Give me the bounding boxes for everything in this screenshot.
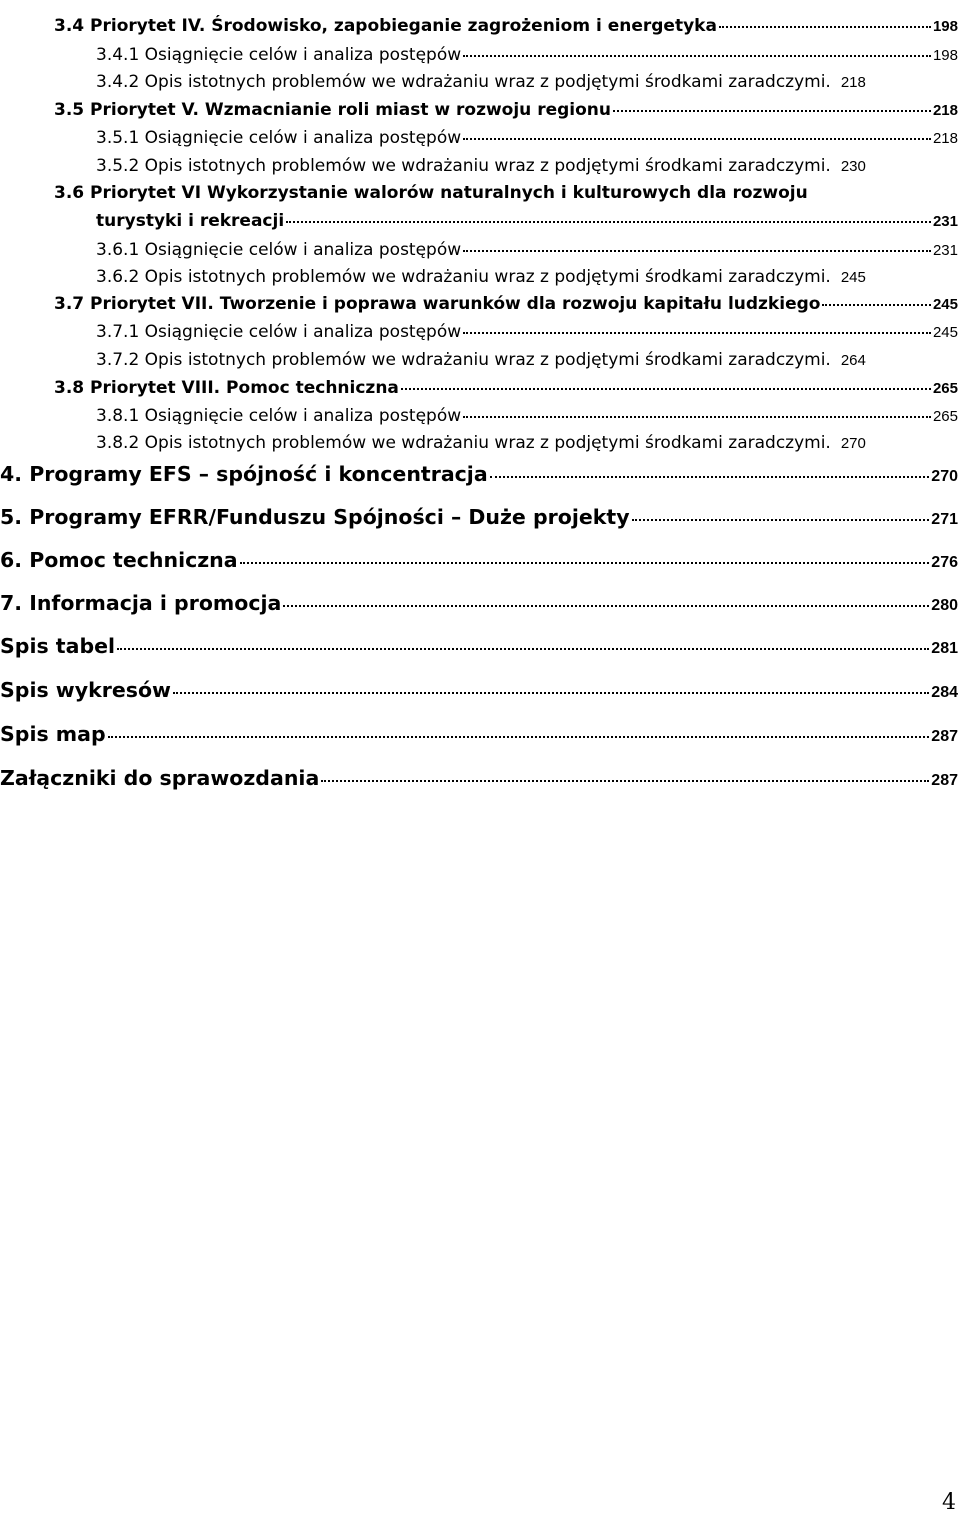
toc-entry-title: Spis tabel [0, 634, 116, 658]
toc-entry[interactable] [96, 156, 958, 176]
toc-entry[interactable] [0, 548, 958, 572]
toc-entry-title: Spis map [0, 722, 106, 746]
toc-entry-title[interactable]: 3.6 Priorytet VI Wykorzystanie walorów naturalnych i kulturowych dla rozwoju [54, 183, 808, 203]
toc-entry-title: 3.7.1 Osiągnięcie celów i analiza postępów [96, 322, 462, 342]
toc-leader-dots [719, 26, 931, 28]
page-number: 4 [942, 1490, 956, 1515]
toc-page-number: 276 [931, 554, 958, 571]
toc-entry[interactable] [54, 378, 958, 398]
toc-entry[interactable] [0, 591, 958, 615]
toc-entry[interactable] [54, 294, 958, 314]
toc-entry[interactable] [0, 722, 958, 746]
toc-entry-title: 3.4.1 Osiągnięcie celów i analiza postępów [96, 45, 462, 65]
toc-page-number: 231 [932, 213, 958, 230]
toc-entry-title: 3.4.2 Opis istotnych problemów we wdrażaniu wraz z podjętymi środkami zaradczymi. [96, 72, 831, 92]
toc-leader-dots [240, 562, 930, 564]
toc-entry-title: 3.6.2 Opis istotnych problemów we wdrażaniu wraz z podjętymi środkami zaradczymi. [96, 267, 831, 287]
toc-entry-title: 3.5.1 Osiągnięcie celów i analiza postępów [96, 128, 462, 148]
toc-entry[interactable] [96, 433, 958, 453]
toc-leader-dots [490, 476, 930, 478]
toc-entry[interactable] [96, 45, 958, 65]
toc-entry[interactable] [96, 267, 958, 287]
toc-leader-dots [463, 55, 931, 57]
toc-leader-dots [286, 221, 931, 223]
toc-entry-title: 3.6.1 Osiągnięcie celów i analiza postępów [96, 240, 462, 260]
toc-leader-dots [108, 736, 930, 738]
toc-entry-title: 3.8 Priorytet VIII. Pomoc techniczna [54, 378, 399, 398]
toc-leader-dots [173, 692, 929, 694]
toc-entry-title: 3.5 Priorytet V. Wzmacnianie roli miast w rozwoju regionu [54, 100, 611, 120]
toc-page-number: 287 [931, 772, 958, 789]
toc-page-number: 198 [932, 47, 958, 64]
toc-entry[interactable] [0, 462, 958, 486]
toc-entry[interactable] [96, 406, 958, 426]
toc-page-number: 281 [931, 640, 958, 657]
toc-page-number: 271 [931, 511, 958, 528]
toc-entry-title: 5. Programy EFRR/Funduszu Spójności – Duże projekty [0, 505, 630, 529]
toc-page-number: 264 [840, 352, 866, 369]
toc-page-number: 231 [932, 242, 958, 259]
toc-entry[interactable] [96, 128, 958, 148]
toc-page-number: 198 [932, 18, 958, 35]
toc-entry[interactable] [96, 350, 958, 370]
toc-entry-title: 3.7 Priorytet VII. Tworzenie i poprawa warunków dla rozwoju kapitału ludzkiego [54, 294, 821, 314]
toc-leader-dots [321, 780, 929, 782]
toc-entry-title: turystyki i rekreacji [96, 211, 285, 231]
toc-page-number: 245 [932, 324, 958, 341]
toc-leader-dots [283, 605, 929, 607]
toc-entry[interactable] [0, 678, 958, 702]
toc-entry[interactable] [96, 72, 958, 92]
toc-leader-dots [613, 110, 931, 112]
toc-page-number: 265 [932, 380, 958, 397]
toc-entry-title: Załączniki do sprawozdania [0, 766, 320, 790]
toc-entry[interactable] [0, 766, 958, 790]
toc-entry-title: Spis wykresów [0, 678, 171, 702]
toc-entry[interactable] [0, 505, 958, 529]
toc-leader-dots [463, 332, 931, 334]
toc-entry-title: 3.7.2 Opis istotnych problemów we wdrażaniu wraz z podjętymi środkami zaradczymi. [96, 350, 831, 370]
toc-entry[interactable] [54, 100, 958, 120]
toc-leader-dots [463, 138, 931, 140]
toc-entry-title: 3.5.2 Opis istotnych problemów we wdrażaniu wraz z podjętymi środkami zaradczymi. [96, 156, 831, 176]
toc-entry[interactable] [54, 16, 958, 36]
toc-page-number: 230 [840, 158, 866, 175]
toc-entry-title: 3.8.2 Opis istotnych problemów we wdrażaniu wraz z podjętymi środkami zaradczymi. [96, 433, 831, 453]
toc-entry[interactable] [96, 240, 958, 260]
toc-entry[interactable] [0, 634, 958, 658]
toc-page-number: 218 [932, 130, 958, 147]
toc-page-number: 270 [931, 468, 958, 485]
toc-page-number: 280 [931, 597, 958, 614]
toc-entry-title: 4. Programy EFS – spójność i koncentracja [0, 462, 488, 486]
toc-page-number: 265 [932, 408, 958, 425]
toc-entry-title: 6. Pomoc techniczna [0, 548, 238, 572]
toc-leader-dots [401, 388, 931, 390]
toc-entry-title: 7. Informacja i promocja [0, 591, 282, 615]
toc-page-number: 287 [931, 728, 958, 745]
toc-entry-title: 3.4 Priorytet IV. Środowisko, zapobieganie zagrożeniom i energetyka [54, 16, 717, 36]
toc-entry[interactable] [96, 211, 958, 231]
toc-page-number: 218 [840, 74, 866, 91]
toc-entry[interactable] [96, 322, 958, 342]
toc-leader-dots [117, 648, 929, 650]
toc-entry-title: 3.8.1 Osiągnięcie celów i analiza postępów [96, 406, 462, 426]
toc-page-number: 218 [932, 102, 958, 119]
toc-page-number: 245 [840, 269, 866, 286]
toc-leader-dots [822, 304, 931, 306]
toc-page-number: 245 [932, 296, 958, 313]
toc-leader-dots [632, 519, 930, 521]
toc-leader-dots [463, 416, 931, 418]
toc-leader-dots [463, 250, 931, 252]
toc-page-number: 284 [931, 684, 958, 701]
toc-page-number: 270 [840, 435, 866, 452]
